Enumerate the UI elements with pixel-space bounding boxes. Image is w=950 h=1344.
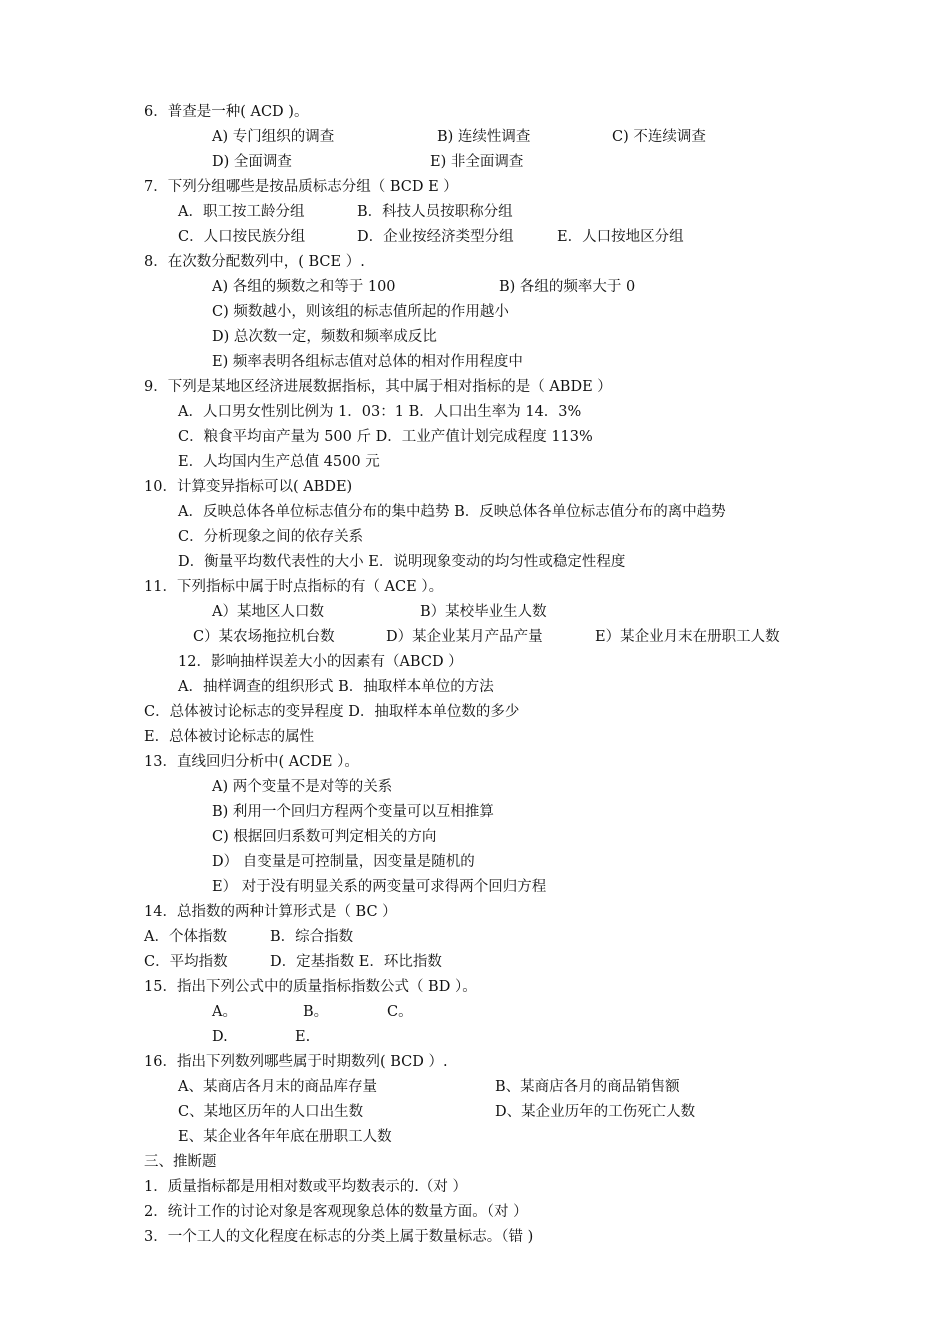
option-c: C) 频数越小，则该组的标志值所起的作用越小 — [212, 304, 509, 320]
option-e: E．人均国内生产总值 4500 元 — [178, 454, 380, 470]
options-ab: A．人口男女性别比例为 1．03：1 B．人口出生率为 14．3% — [178, 404, 582, 420]
option-a: A) 各组的频数之和等于 100 — [212, 279, 396, 295]
question-14-stem: 14．总指数的两种计算形式是（ BC ） — [144, 904, 397, 920]
option-b: B．科技人员按职称分组 — [357, 204, 513, 220]
option-c: C) 不连续调查 — [612, 129, 706, 145]
option-d: D．企业按经济类型分组 — [357, 229, 514, 245]
option-b: B。 — [303, 1004, 329, 1020]
question-13-stem: 13．直线回归分析中( ACDE ）。 — [144, 754, 359, 770]
option-c: C) 根据回归系数可判定相关的方向 — [212, 829, 437, 845]
option-a: A、某商店各月末的商品库存量 — [178, 1079, 377, 1095]
question-6-stem: 6．普查是一种( ACD )。 — [144, 104, 309, 120]
option-b: B) 各组的频率大于 0 — [499, 279, 636, 295]
option-a: A。 — [212, 1004, 237, 1020]
question-15-stem: 15．指出下列公式中的质量指标指数公式（ BD ）。 — [144, 979, 477, 995]
option-e: E．总体被讨论标志的属性 — [144, 729, 315, 745]
option-b: B) 利用一个回归方程两个变量可以互相推算 — [212, 804, 494, 820]
judgement-item-3: 3．一个工人的文化程度在标志的分类上属于数量标志。（错 ) — [144, 1229, 534, 1245]
option-a: A．职工按工龄分组 — [178, 204, 305, 220]
option-d: D） 自变量是可控制量，因变量是随机的 — [212, 854, 475, 870]
options-cd: C．粮食平均亩产量为 500 斤 D．工业产值计划完成程度 113% — [178, 429, 593, 445]
judgement-item-2: 2．统计工作的讨论对象是客观现象总体的数量方面。（对 ） — [144, 1204, 528, 1220]
options-de: D．定基指数 E．环比指数 — [270, 954, 442, 970]
options-ab: A．抽样调查的组织形式 B．抽取样本单位的方法 — [178, 679, 494, 695]
option-e: E) 非全面调查 — [430, 154, 524, 170]
options-de: D．衡量平均数代表性的大小 E．说明现象变动的均匀性或稳定性程度 — [178, 554, 626, 570]
option-b: B) 连续性调查 — [437, 129, 531, 145]
option-e: E. — [295, 1029, 311, 1045]
option-d: D、某企业历年的工伤死亡人数 — [495, 1104, 696, 1120]
option-c: C．人口按民族分组 — [178, 229, 306, 245]
options-ab: A．反映总体各单位标志值分布的集中趋势 B．反映总体各单位标志值分布的离中趋势 — [178, 504, 726, 520]
question-9-stem: 9．下列是某地区经济进展数据指标，其中属于相对指标的是（ ABDE ） — [144, 379, 612, 395]
option-a: A．个体指数 — [144, 929, 227, 945]
option-a: A) 两个变量不是对等的关系 — [212, 779, 393, 795]
section-heading: 三、推断题 — [144, 1154, 217, 1170]
option-d: D）某企业某月产品产量 — [386, 629, 543, 645]
option-e: E） 对于没有明显关系的两变量可求得两个回归方程 — [212, 879, 547, 895]
option-e: E、某企业各年年底在册职工人数 — [178, 1129, 392, 1145]
question-7-stem: 7．下列分组哪些是按品质标志分组（ BCD E ） — [144, 179, 458, 195]
question-11-stem: 11．下列指标中属于时点指标的有（ ACE ）。 — [144, 579, 444, 595]
option-e: E．人口按地区分组 — [557, 229, 684, 245]
option-e: E）某企业月末在册职工人数 — [595, 629, 780, 645]
option-c: C．平均指数 — [144, 954, 228, 970]
options-cd: C．总体被讨论标志的变异程度 D．抽取样本单位数的多少 — [144, 704, 520, 720]
option-a: A) 专门组织的调查 — [212, 129, 335, 145]
option-b: B）某校毕业生人数 — [420, 604, 547, 620]
option-c: C）某农场拖拉机台数 — [193, 629, 335, 645]
question-8-stem: 8．在次数分配数列中，( BCE ）. — [144, 254, 365, 270]
judgement-item-1: 1．质量指标都是用相对数或平均数表示的.（对 ） — [144, 1179, 467, 1195]
option-c: C、某地区历年的人口出生数 — [178, 1104, 364, 1120]
option-c: C。 — [387, 1004, 413, 1020]
option-e: E) 频率表明各组标志值对总体的相对作用程度中 — [212, 354, 523, 370]
option-a: A）某地区人口数 — [212, 604, 324, 620]
option-b: B、某商店各月的商品销售额 — [495, 1079, 680, 1095]
option-d: D. — [212, 1029, 228, 1045]
option-b: B．综合指数 — [270, 929, 354, 945]
question-12-stem: 12．影响抽样误差大小的因素有（ABCD ） — [178, 654, 463, 670]
question-16-stem: 16．指出下列数列哪些属于时期数列( BCD ）. — [144, 1054, 448, 1070]
option-c: C．分析现象之间的依存关系 — [178, 529, 364, 545]
option-d: D) 总次数一定，频数和频率成反比 — [212, 329, 437, 345]
question-10-stem: 10．计算变异指标可以( ABDE) — [144, 479, 353, 495]
option-d: D) 全面调查 — [212, 154, 292, 170]
